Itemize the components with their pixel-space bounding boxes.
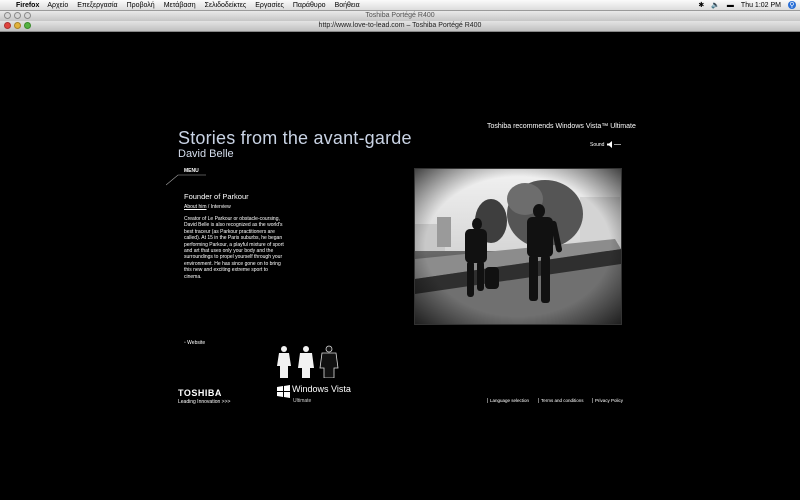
close-icon[interactable] xyxy=(4,12,11,19)
privacy-policy-link[interactable]: Privacy Policy xyxy=(592,398,623,403)
recommends-text: Toshiba recommends Windows Vista™ Ultimate xyxy=(487,123,636,130)
minimize-icon[interactable] xyxy=(14,22,21,29)
menu-tools[interactable]: Εργασίες xyxy=(255,1,284,9)
menu-bookmarks[interactable]: Σελιδοδείκτες xyxy=(204,1,247,9)
windows-vista-logo[interactable]: Windows Vista xyxy=(292,384,351,394)
section-heading: Founder of Parkour xyxy=(184,192,249,201)
terms-link[interactable]: Terms and conditions xyxy=(538,398,584,403)
page-title: Stories from the avant-garde xyxy=(178,128,412,148)
windows-flag-icon xyxy=(276,385,291,398)
bluetooth-icon[interactable]: ✱ xyxy=(698,2,705,9)
external-link-icon: ▫ xyxy=(184,340,186,346)
sound-label: Sound xyxy=(590,141,605,148)
menu-edit[interactable]: Επεξεργασία xyxy=(77,1,118,9)
bio-text: Creator of Le Parkour or obstacle-coursing, David Belle is also recognized as the world's best traceur (as Parkour practitioners are called). At 15 in the Paris suburbs, he began performing Parkour, a playful mixture of sport and art that uses only your body and the surroundings to propel yourself through your environment. He has since gone on to bring this new and exciting extreme sport to cinema. xyxy=(184,216,284,280)
menu-go[interactable]: Μετάβαση xyxy=(163,1,196,9)
website-link[interactable] xyxy=(184,340,205,346)
tab-separator: / xyxy=(206,204,211,210)
window-title-bar xyxy=(0,11,800,21)
section-tabs xyxy=(184,204,231,210)
window-controls xyxy=(4,22,31,29)
language-selection-link[interactable]: Language selection xyxy=(487,398,529,403)
sound-toggle[interactable] xyxy=(590,141,621,148)
zoom-icon[interactable] xyxy=(24,22,31,29)
tab-interview[interactable]: Interview xyxy=(210,204,231,210)
speaker-icon xyxy=(607,141,621,148)
page-subtitle: David Belle xyxy=(178,148,234,160)
leading-innovation-tagline: Leading Innovation >>> xyxy=(178,399,231,405)
video-frame-image xyxy=(415,169,621,324)
spotlight-icon[interactable]: ⚲ xyxy=(789,2,795,9)
toshiba-logo[interactable]: TOSHIBA xyxy=(178,388,222,398)
popup-title-bar xyxy=(0,21,800,32)
window-controls-inactive xyxy=(4,12,31,19)
menu-link[interactable]: MENU xyxy=(184,168,199,174)
window-title: Toshiba Portégé R400 xyxy=(365,12,435,19)
volume-icon[interactable]: 🔈 xyxy=(711,2,720,9)
menu-window[interactable]: Παράθυρο xyxy=(292,1,326,9)
popup-title: http://www.love-to-lead.com – Toshiba Portégé R400 xyxy=(318,22,482,29)
mac-menu-bar xyxy=(0,0,800,11)
page-content xyxy=(0,32,800,500)
silhouette-figures-image[interactable] xyxy=(276,344,342,378)
menu-file[interactable]: Αρχείο xyxy=(47,1,69,9)
menu-extras xyxy=(698,0,796,10)
menu-connector-line xyxy=(166,172,206,186)
clock[interactable]: Thu 1:02 PM xyxy=(740,1,781,9)
minimize-icon[interactable] xyxy=(14,12,21,19)
website-label: Website xyxy=(187,340,206,346)
flag-icon[interactable]: ▬ xyxy=(726,1,734,9)
vista-edition: Ultimate xyxy=(293,398,312,404)
zoom-icon[interactable] xyxy=(24,12,31,19)
close-icon[interactable] xyxy=(4,22,11,29)
menu-view[interactable]: Προβολή xyxy=(126,1,155,9)
tab-about-him[interactable]: About him xyxy=(184,204,207,210)
app-menu[interactable]: Firefox xyxy=(16,1,40,9)
menu-help[interactable]: Βοήθεια xyxy=(334,1,360,9)
video-player[interactable] xyxy=(414,168,622,325)
